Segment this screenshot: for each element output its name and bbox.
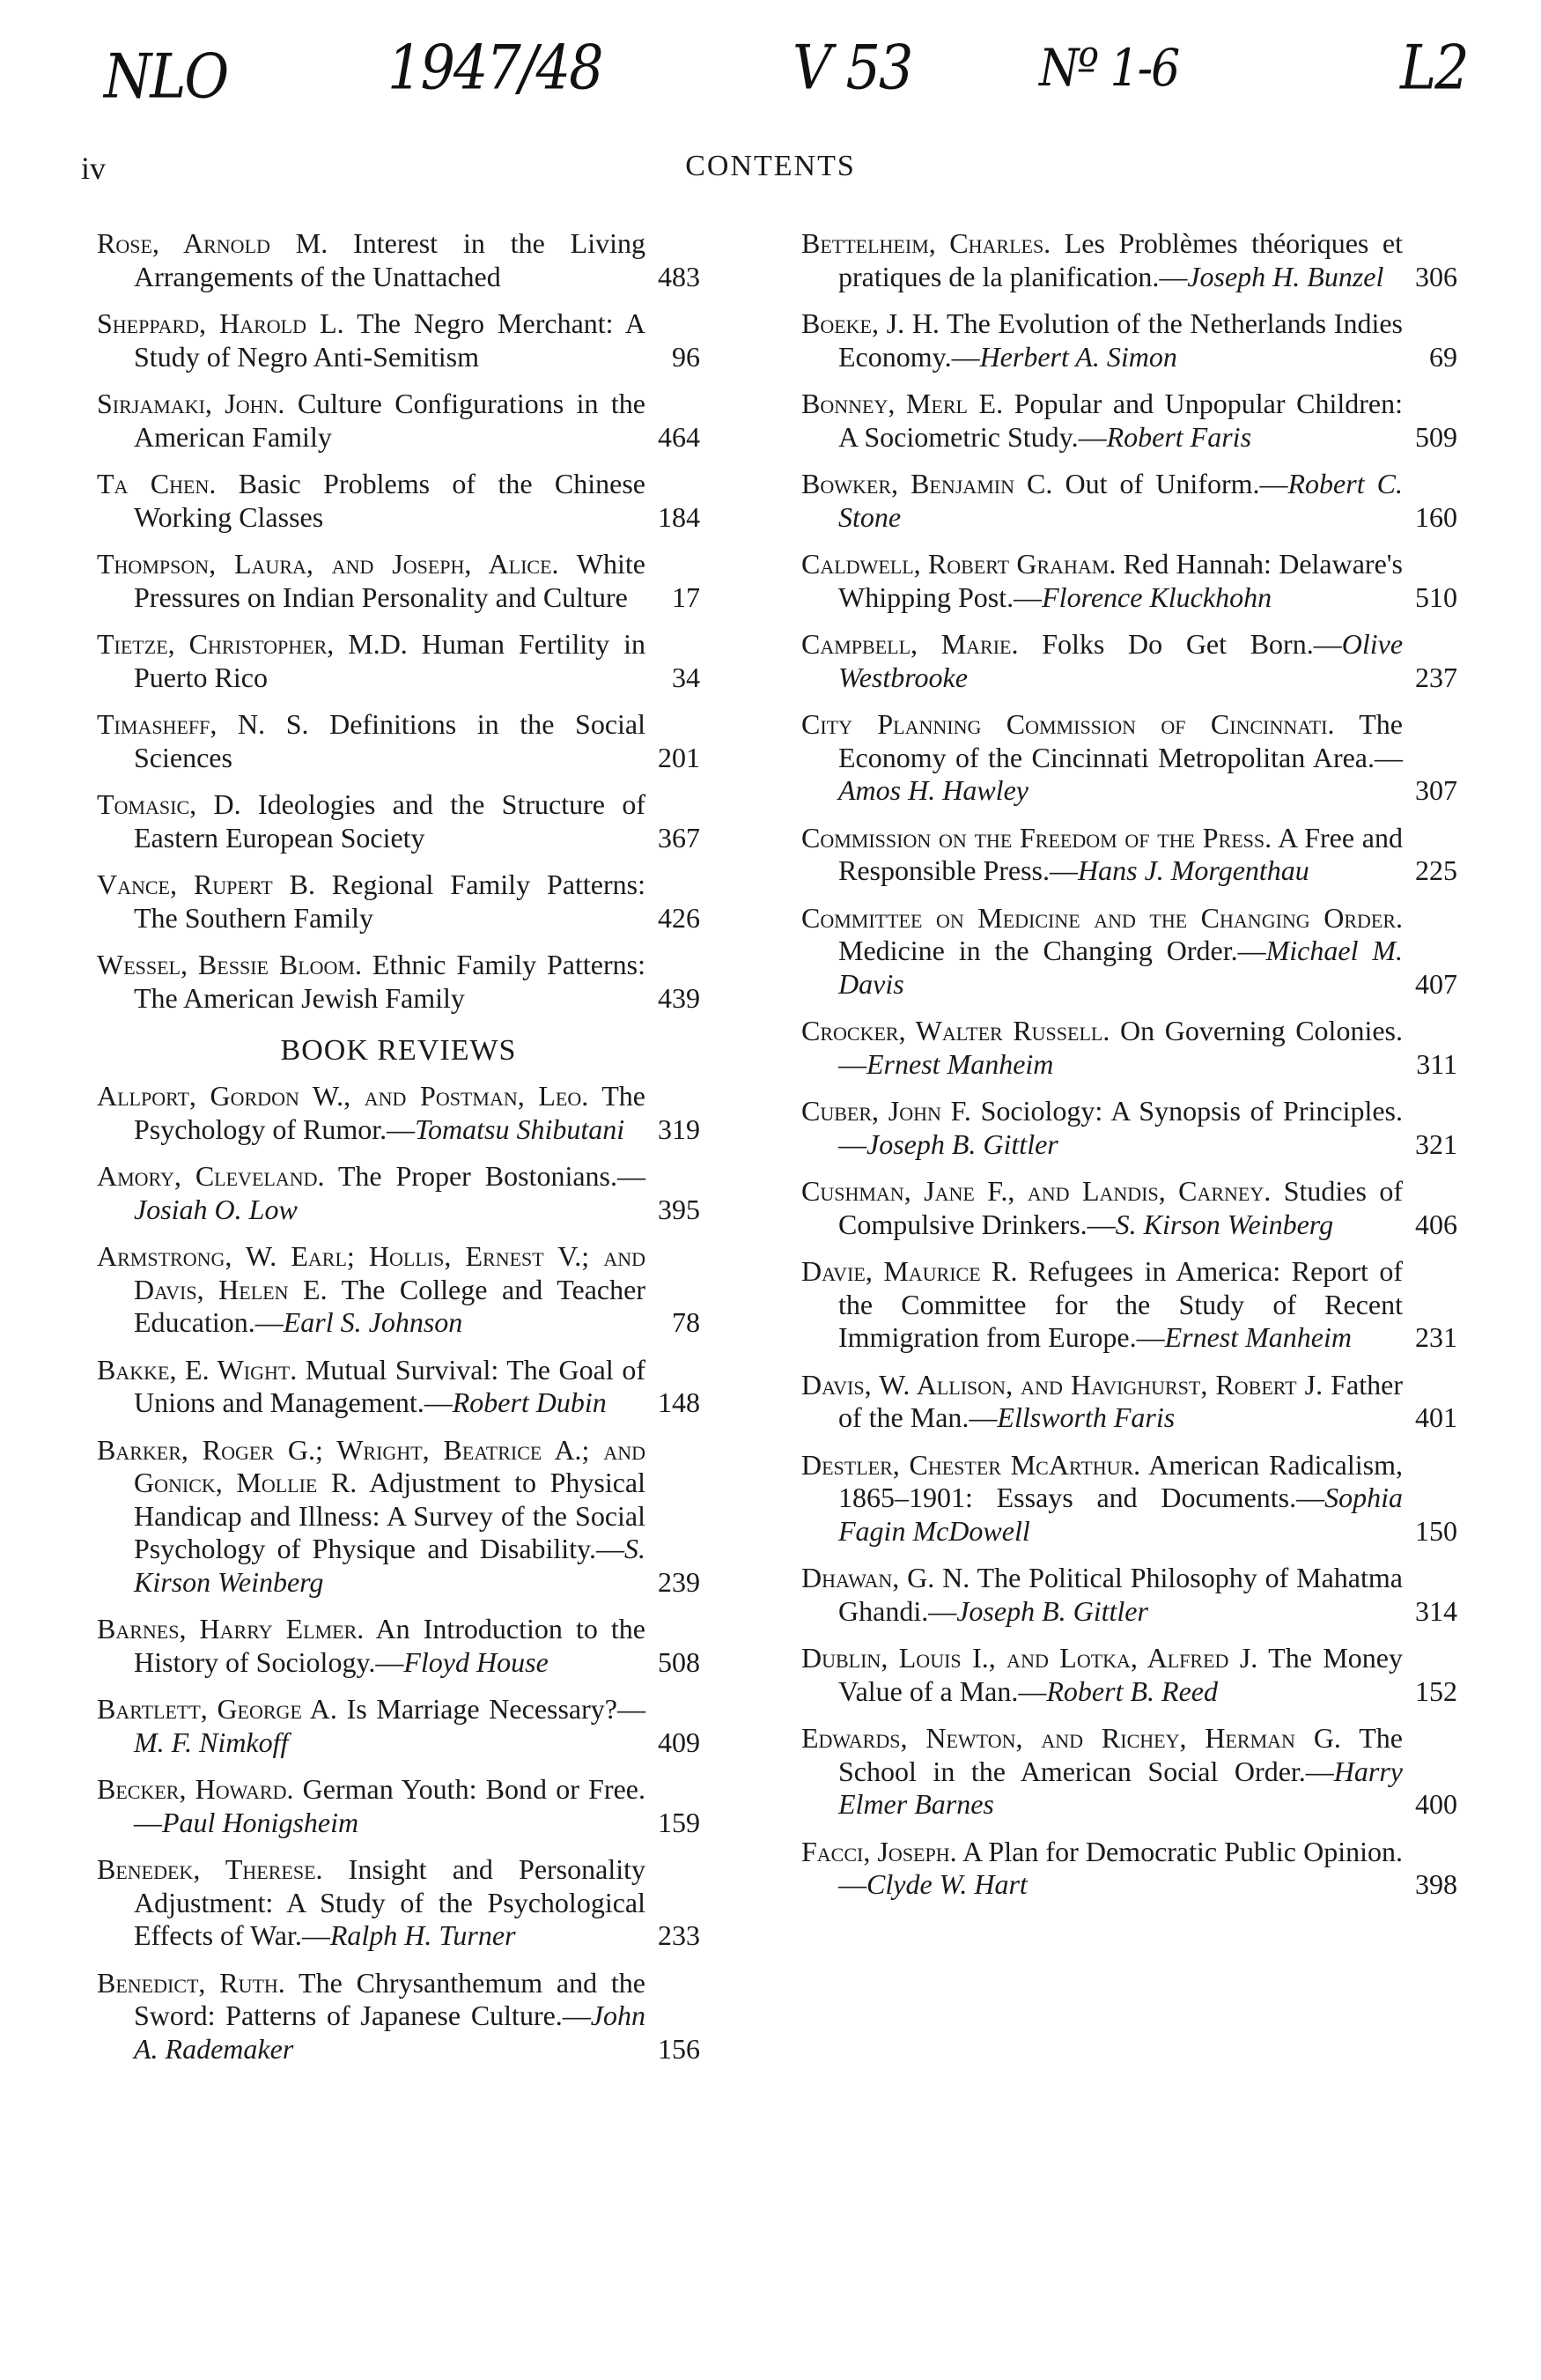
entry-reviewer: Robert B. Reed xyxy=(1046,1674,1218,1707)
left-column xyxy=(97,227,700,2080)
entry-page-number: 184 xyxy=(658,500,700,533)
entry-title: German Youth: Bond or Free.— xyxy=(134,1773,645,1838)
entry-page-number: 152 xyxy=(1415,1674,1457,1707)
entry-reviewer: John A. Rademaker xyxy=(134,1999,645,2065)
entry-author: Dhawan, G. N. xyxy=(801,1562,970,1593)
review-entry xyxy=(801,468,1457,534)
entry-reviewer: Floyd House xyxy=(403,1645,549,1678)
review-entry xyxy=(97,1853,700,1953)
entry-reviewer: Josiah O. Low xyxy=(134,1193,298,1225)
entry-title: White Pressures on Indian Personality and Culture xyxy=(134,548,645,613)
review-entry xyxy=(801,822,1457,888)
entry-reviewer: Ernest Manheim xyxy=(1164,1321,1352,1353)
entry-page-number: 401 xyxy=(1415,1401,1457,1433)
review-list-right xyxy=(801,227,1457,1902)
review-entry xyxy=(801,227,1457,293)
entry-page-number: 306 xyxy=(1415,260,1457,292)
entry-author: Benedek, Therese. xyxy=(97,1853,323,1885)
article-entry xyxy=(97,868,700,935)
entry-reviewer: Joseph B. Gittler xyxy=(866,1127,1058,1160)
review-entry xyxy=(801,1836,1457,1902)
entry-title: The Evolution of the Netherlands Indies Economy.— xyxy=(838,307,1404,373)
entry-page-number: 78 xyxy=(672,1306,700,1338)
entry-author: Tomasic, D. xyxy=(97,788,241,820)
review-entry xyxy=(97,1693,700,1759)
review-entry xyxy=(801,902,1457,1002)
entry-title: The Negro Merchant: A Study of Negro Anti-Semitism xyxy=(134,307,645,373)
entry-author: Amory, Cleveland. xyxy=(97,1160,325,1192)
entry-reviewer: Herbert A. Simon xyxy=(979,340,1177,373)
entry-page-number: 510 xyxy=(1415,580,1457,613)
review-entry xyxy=(801,1175,1457,1241)
entry-title: The Proper Bostonians.— xyxy=(324,1160,645,1192)
entry-page-number: 319 xyxy=(658,1112,700,1145)
entry-reviewer: Earl S. Johnson xyxy=(283,1306,463,1338)
entry-author: Bakke, E. Wight. xyxy=(97,1353,298,1386)
annotation-shelf: L2 xyxy=(1400,31,1468,104)
entry-author: Sheppard, Harold L. xyxy=(97,307,344,339)
entry-author: Davie, Maurice R. xyxy=(801,1255,1018,1287)
entry-reviewer: Florence Kluckhohn xyxy=(1042,580,1272,613)
review-entry xyxy=(97,1354,700,1420)
entry-author: Crocker, Walter Russell. xyxy=(801,1015,1110,1046)
entry-page-number: 400 xyxy=(1415,1788,1457,1820)
entry-page-number: 231 xyxy=(1415,1321,1457,1353)
annotation-issues: Nº 1-6 xyxy=(1039,39,1179,99)
entry-reviewer: Ellsworth Faris xyxy=(997,1401,1176,1433)
entry-title: An Introduction to the History of Sociology.— xyxy=(134,1613,645,1678)
entry-page-number: 321 xyxy=(1415,1127,1457,1160)
entry-reviewer: Paul Honigsheim xyxy=(162,1806,359,1838)
page-title: CONTENTS xyxy=(685,150,856,182)
entry-reviewer: S. Kirson Weinberg xyxy=(1115,1208,1334,1240)
entry-page-number: 508 xyxy=(658,1645,700,1678)
entry-title: Mutual Survival: The Goal of Unions and Management.— xyxy=(134,1353,645,1418)
entry-page-number: 483 xyxy=(658,260,700,292)
entry-title: Medicine in the Changing Order.— xyxy=(838,935,1266,966)
page-number: iv xyxy=(81,151,107,186)
entry-author: Bettelheim, Charles. xyxy=(801,227,1051,259)
entry-page-number: 409 xyxy=(658,1726,700,1758)
review-entry xyxy=(97,1080,700,1146)
entry-page-number: 160 xyxy=(1415,500,1457,533)
review-entry xyxy=(97,1613,700,1679)
entry-title: Regional Family Patterns: The Southern Family xyxy=(134,868,645,934)
entry-page-number: 69 xyxy=(1429,340,1457,373)
review-entry xyxy=(801,1449,1457,1548)
entry-reviewer: Sophia Fagin McDowell xyxy=(838,1482,1403,1547)
entry-reviewer: Harry Elmer Barnes xyxy=(838,1755,1403,1820)
review-entry xyxy=(801,628,1457,694)
entry-page-number: 395 xyxy=(658,1193,700,1225)
entry-author: City Planning Commission of Cincinnati. xyxy=(801,708,1335,740)
article-entry xyxy=(97,468,700,534)
entry-reviewer: Joseph B. Gittler xyxy=(956,1594,1148,1627)
entry-author: Barker, Roger G.; Wright, Beatrice A.; and Gonick, Mollie R. xyxy=(97,1433,645,1498)
review-entry xyxy=(801,1095,1457,1161)
review-entry xyxy=(97,1967,700,2066)
entry-author: Committee on Medicine and the Changing Order. xyxy=(801,901,1403,934)
entry-title: Definitions in the Social Sciences xyxy=(134,708,646,773)
entry-reviewer: Tomatsu Shibutani xyxy=(415,1112,625,1145)
entry-title: Interest in the Living Arrangements of the Unattached xyxy=(134,227,645,292)
entry-page-number: 307 xyxy=(1415,774,1457,806)
entry-reviewer: Joseph H. Bunzel xyxy=(1187,260,1384,292)
entry-page-number: 237 xyxy=(1415,661,1457,693)
entry-title: Ideologies and the Structure of Eastern European Society xyxy=(134,788,646,854)
entry-author: Cuber, John F. xyxy=(801,1095,971,1127)
article-entry xyxy=(97,548,700,614)
entry-author: Thompson, Laura, and Joseph, Alice. xyxy=(97,548,559,580)
review-entry xyxy=(801,548,1457,614)
entry-author: Armstrong, W. Earl; Hollis, Ernest V.; and Davis, Helen E. xyxy=(97,1240,645,1305)
entry-title: A Plan for Democratic Public Opinion.— xyxy=(838,1835,1404,1900)
entry-reviewer: Robert Dubin xyxy=(452,1386,607,1418)
entry-title: Ethnic Family Patterns: The American Jewish Family xyxy=(134,949,645,1014)
entry-author: Facci, Joseph. xyxy=(801,1835,957,1867)
entry-page-number: 34 xyxy=(672,661,700,693)
entry-reviewer: Michael M. Davis xyxy=(838,935,1403,1000)
article-list xyxy=(97,227,700,1015)
article-entry xyxy=(97,628,700,694)
entry-page-number: 464 xyxy=(658,420,700,453)
entry-reviewer: Olive Westbrooke xyxy=(838,628,1404,693)
entry-reviewer: Amos H. Hawley xyxy=(838,774,1029,806)
entry-author: Davis, W. Allison, and Havighurst, Robert J. xyxy=(801,1368,1323,1401)
entry-title: Father of the Man.— xyxy=(838,1368,1403,1433)
article-entry xyxy=(97,949,700,1015)
review-entry xyxy=(801,1255,1457,1355)
entry-title: On Governing Colonies.— xyxy=(838,1015,1403,1080)
entry-reviewer: Robert Faris xyxy=(1106,420,1252,453)
entry-page-number: 407 xyxy=(1415,967,1457,1000)
entry-page-number: 96 xyxy=(672,340,700,373)
entry-title: The Chrysanthemum and the Sword: Patterns of Japanese Culture.— xyxy=(134,1966,645,2031)
entry-author: Barnes, Harry Elmer. xyxy=(97,1613,365,1645)
entry-page-number: 239 xyxy=(658,1565,700,1598)
entry-author: Bowker, Benjamin C. xyxy=(801,468,1053,499)
entry-page-number: 233 xyxy=(658,1919,700,1951)
entry-page-number: 367 xyxy=(658,821,700,854)
review-entry xyxy=(801,1015,1457,1081)
entry-page-number: 225 xyxy=(1415,854,1457,886)
entry-title: Out of Uniform.— xyxy=(1052,468,1288,499)
entry-author: Sirjamaki, John. xyxy=(97,388,285,419)
entry-page-number: 406 xyxy=(1415,1208,1457,1240)
entry-author: Campbell, Marie. xyxy=(801,628,1019,660)
review-list-left xyxy=(97,1080,700,2066)
entry-author: Bartlett, George A. xyxy=(97,1693,337,1725)
review-entry xyxy=(97,1773,700,1839)
entry-title: The Political Philosophy of Mahatma Ghandi.— xyxy=(838,1562,1403,1627)
book-reviews-heading: BOOK REVIEWS xyxy=(280,1034,517,1067)
entry-title: American Radicalism, 1865–1901: Essays and Documents.— xyxy=(838,1448,1403,1513)
entry-page-number: 398 xyxy=(1415,1868,1457,1900)
entry-author: Destler, Chester McArthur. xyxy=(801,1448,1141,1481)
entry-title: The School in the American Social Order.— xyxy=(838,1722,1404,1787)
review-entry xyxy=(97,1240,700,1340)
entry-author: Timasheff, N. S. xyxy=(97,708,309,740)
review-entry xyxy=(801,1722,1457,1822)
article-entry xyxy=(97,388,700,454)
entry-page-number: 156 xyxy=(658,2032,700,2065)
entry-page-number: 426 xyxy=(658,901,700,934)
entry-author: Benedict, Ruth. xyxy=(97,1966,285,1999)
entry-title: Studies of Compulsive Drinkers.— xyxy=(838,1175,1403,1240)
entry-reviewer: S. Kirson Weinberg xyxy=(134,1533,645,1598)
entry-reviewer: Robert C. Stone xyxy=(838,468,1403,533)
entry-author: Wessel, Bessie Bloom. xyxy=(97,949,362,980)
entry-title: Basic Problems of the Chinese Working Classes xyxy=(134,468,645,533)
entry-reviewer: Hans J. Morgenthau xyxy=(1078,854,1309,886)
article-entry xyxy=(97,788,700,854)
entry-author: Caldwell, Robert Graham. xyxy=(801,548,1117,580)
entry-title: The College and Teacher Education.— xyxy=(134,1273,645,1338)
review-entry xyxy=(801,388,1457,454)
entry-title: The Money Value of a Man.— xyxy=(838,1642,1404,1707)
entry-title: Insight and Personality Adjustment: A Study of the Psychological Effects of War.— xyxy=(134,1853,646,1951)
entry-page-number: 159 xyxy=(658,1806,700,1838)
right-column xyxy=(801,227,1457,1916)
entry-page-number: 311 xyxy=(1416,1047,1457,1080)
entry-author: Commission on the Freedom of the Press. xyxy=(801,821,1272,854)
article-entry xyxy=(97,708,700,774)
entry-page-number: 150 xyxy=(1415,1514,1457,1547)
article-entry xyxy=(97,307,700,373)
entry-title: Popular and Unpopular Children: A Sociometric Study.— xyxy=(838,388,1403,453)
entry-author: Rose, Arnold M. xyxy=(97,227,328,259)
entry-author: Bonney, Merl E. xyxy=(801,388,1004,419)
entry-page-number: 148 xyxy=(658,1386,700,1418)
review-entry xyxy=(801,1369,1457,1435)
annotation-year: 1947/48 xyxy=(387,31,602,104)
entry-author: Tietze, Christopher, M.D. xyxy=(97,628,408,660)
entry-author: Boeke, J. H. xyxy=(801,307,940,339)
review-entry xyxy=(801,1642,1457,1708)
annotation-volume: V 53 xyxy=(793,31,912,104)
review-entry xyxy=(801,1562,1457,1628)
annotation-code: NLO xyxy=(104,40,228,113)
entry-reviewer: M. F. Nimkoff xyxy=(134,1726,289,1758)
entry-title: Culture Configurations in the American Family xyxy=(134,388,646,453)
review-entry xyxy=(801,307,1457,373)
entry-title: Human Fertility in Puerto Rico xyxy=(134,628,645,693)
entry-author: Vance, Rupert B. xyxy=(97,868,315,900)
entry-author: Cushman, Jane F., and Landis, Carney. xyxy=(801,1175,1272,1207)
entry-page-number: 439 xyxy=(658,981,700,1014)
entry-page-number: 201 xyxy=(658,741,700,773)
entry-title: Adjustment to Physical Handicap and Illness: A Survey of the Social Psychology of Physique and Disability.— xyxy=(134,1467,646,1564)
handwritten-annotations xyxy=(0,31,1541,132)
entry-author: Edwards, Newton, and Richey, Herman G. xyxy=(801,1722,1341,1754)
entry-title: The Economy of the Cincinnati Metropolitan Area.— xyxy=(838,708,1404,773)
entry-author: Allport, Gordon W., and Postman, Leo. xyxy=(97,1080,589,1112)
entry-author: Ta Chen. xyxy=(97,468,217,499)
entry-title: Refugees in America: Report of the Committee for the Study of Recent Immigration from Europe.— xyxy=(838,1255,1404,1353)
entry-author: Becker, Howard. xyxy=(97,1773,294,1805)
entry-reviewer: Ernest Manheim xyxy=(866,1047,1054,1080)
entry-reviewer: Ralph H. Turner xyxy=(329,1919,516,1951)
entry-page-number: 314 xyxy=(1415,1594,1457,1627)
entry-reviewer: Clyde W. Hart xyxy=(866,1868,1028,1900)
entry-title: A Free and Responsible Press.— xyxy=(838,821,1403,886)
running-head xyxy=(81,150,1460,192)
review-entry xyxy=(801,708,1457,808)
entry-page-number: 17 xyxy=(672,580,700,613)
entry-title: Sociology: A Synopsis of Principles.— xyxy=(838,1095,1403,1160)
review-entry xyxy=(97,1160,700,1226)
review-entry xyxy=(97,1434,700,1600)
entry-title: The Psychology of Rumor.— xyxy=(134,1080,646,1145)
article-entry xyxy=(97,227,700,293)
entry-page-number: 509 xyxy=(1415,420,1457,453)
entry-title: Les Problèmes théoriques et pratiques de la planification.— xyxy=(838,227,1403,292)
entry-title: Red Hannah: Delaware's Whipping Post.— xyxy=(838,548,1404,613)
entry-title: Folks Do Get Born.— xyxy=(1018,628,1342,660)
entry-title: Is Marriage Necessary?— xyxy=(336,1693,645,1725)
entry-author: Dublin, Louis I., and Lotka, Alfred J. xyxy=(801,1642,1258,1674)
